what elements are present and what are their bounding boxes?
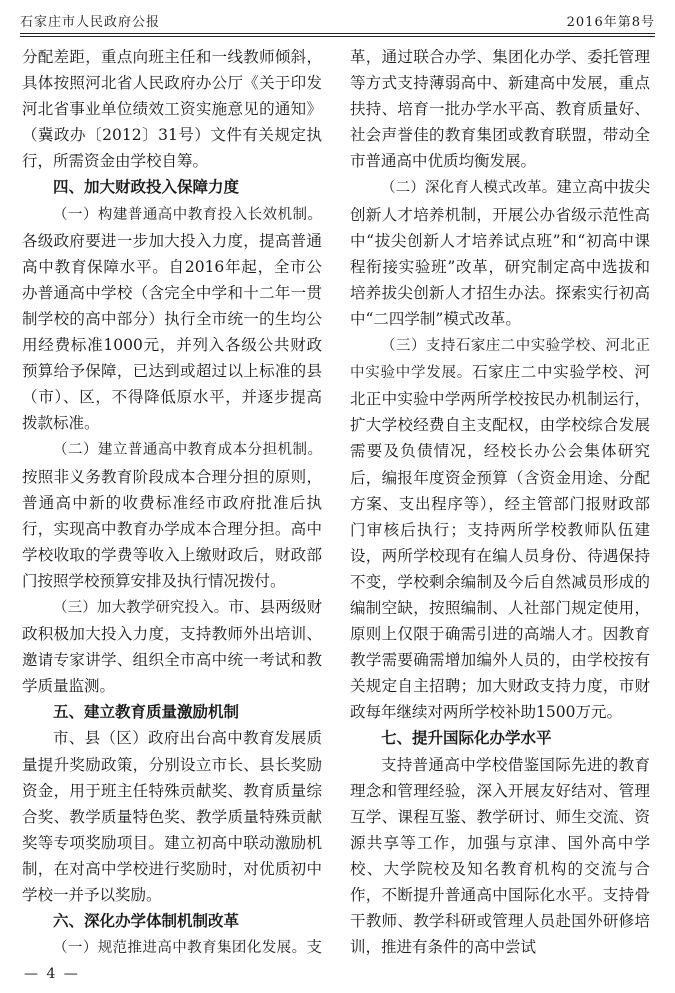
paragraph-body: 支 [306,938,322,957]
subsection-lead: （二）深化育人模式改革。 [381,180,557,197]
header-divider [20,36,655,37]
page-header [20,8,655,34]
paragraph [22,201,322,437]
section-heading: 七、提升国际化办学水平 [381,728,552,748]
subsection-lead: （二）建立普通高中教育成本分担机制。 [53,442,322,459]
paragraph [350,332,650,725]
section-heading: 六、深化办学体制机制改革 [53,911,240,931]
paragraph-body: 石家庄二中实验学校、河北正中实验中学两所学校按民办机制运行，扩大学校经费自主支配权，由学校综合发展需要及负债情况，经校长办公会集体研究后，编报年度资金预算（含资金用途、分配方案、支出程序等），经主管部门报财政部门审核后执行；支持两所学校教师队伍建设，两所学校现有在编人员身份、待遇保持不变，学校剩余编制及今后自然减员形成的编制空缺，按照编制、人社部门规定使用，原则上仅限于确需引进的高端人才。因教育教学需要确需增加编外人员的，由学校按有关规定自主招聘；加大财政支持力度，市财政每年继续对两所学校补助1500万元。 [350,363,650,722]
paragraph [22,436,322,594]
section-heading: 五、建立教育质量激励机制 [53,702,240,722]
left-column [22,44,322,964]
paragraph [22,594,322,699]
paragraph-body: 各级政府要进一步加大投入力度，提高普通高中教育保障水平。自2016年起，全市公办普通高中学校（含完全中学和十二年一贯制学校的高中部分）执行全市统一的生均公用经费标准1000元，并列入各级公共财政预算给予保障，已达到或超过以上标准的县（市）、区，不得降低原水平，并逐步提高拨款标准。 [22,231,322,433]
paragraph: 支持普通高中学校借鉴国际先进的教育理念和管理经验，深入开展友好结对、管理互学、课程互鉴、教学研讨、师生交流、资源共享等工作，加强与京津、国外高中学校、大学院校及知名教育机构的交流与合作，不断提升普通高中国际化水平。支持骨干教师、教学科研或管理人员赴国外研修培训，推进有条件的高中尝试 [350,755,650,957]
section-heading: 四、加大财政投入保障力度 [53,177,240,197]
paragraph [350,174,650,332]
paragraph [22,934,322,964]
page-number: — 4 — [24,966,80,982]
issue-number: 2016年第8号 [566,15,655,30]
subsection-lead: （三）加大教学研究投入。 [53,599,229,616]
paragraph-body: 按照非义务教育阶段成本合理分担的原则，普通高中新的收费标准经市政府批准后执行，实现高中教育办学成本合理分担。高中学校收取的学费等收入上缴财政后，财政部门按照学校预算安排及执行情况拨付。 [22,467,322,590]
paragraph: 革，通过联合办学、集团化办学、委托管理等方式支持薄弱高中、新建高中发展，重点扶持、培育一批办学水平高、教育质量好、社会声誉佳的教育集团或教育联盟，带动全市普通高中优质均衡发展。 [350,48,650,171]
paragraph: 分配差距，重点向班主任和一线教师倾斜，具体按照河北省人民政府办公厅《关于印发河北省事业单位绩效工资实施意见的通知》（冀政办〔2012〕31号）文件有关规定执行，所需资金由学校自筹。 [22,48,322,171]
paragraph: 市、县（区）政府出台高中教育发展质量提升奖励政策，分别设立市长、县长奖励资金，用于班主任特殊贡献奖、教育质量综合奖、教学质量特色奖、教学质量特殊贡献奖等专项奖励项目。建立初高中联动激励机制，在对高中学校进行奖励时，对优质初中学校一并予以奖励。 [22,729,322,904]
paragraph-body: 建立高中拔尖创新人才培养机制，开展公办省级示范性高中“拔尖创新人才培养试点班”和“初高中课程衔接实验班”改革，研究制定高中选拔和培养拔尖创新人才招生办法。探索实行初高中“二四学制”模式改革。 [350,178,650,328]
paragraph-body: 市、县两级财政积极加大投入力度，支持教师外出培训、邀请专家讲学、组织全市高中统一考试和教学质量监测。 [22,597,322,696]
subsection-lead: （一）规范推进高中教育集团化发展。 [53,940,307,957]
gazette-title: 石家庄市人民政府公报 [20,15,161,30]
subsection-lead: （三）支持石家庄二中实验学校、河北正中实验中学发展。 [350,338,650,382]
right-column [350,44,650,964]
subsection-lead: （一）构建普通高中教育投入长效机制。 [53,206,322,223]
